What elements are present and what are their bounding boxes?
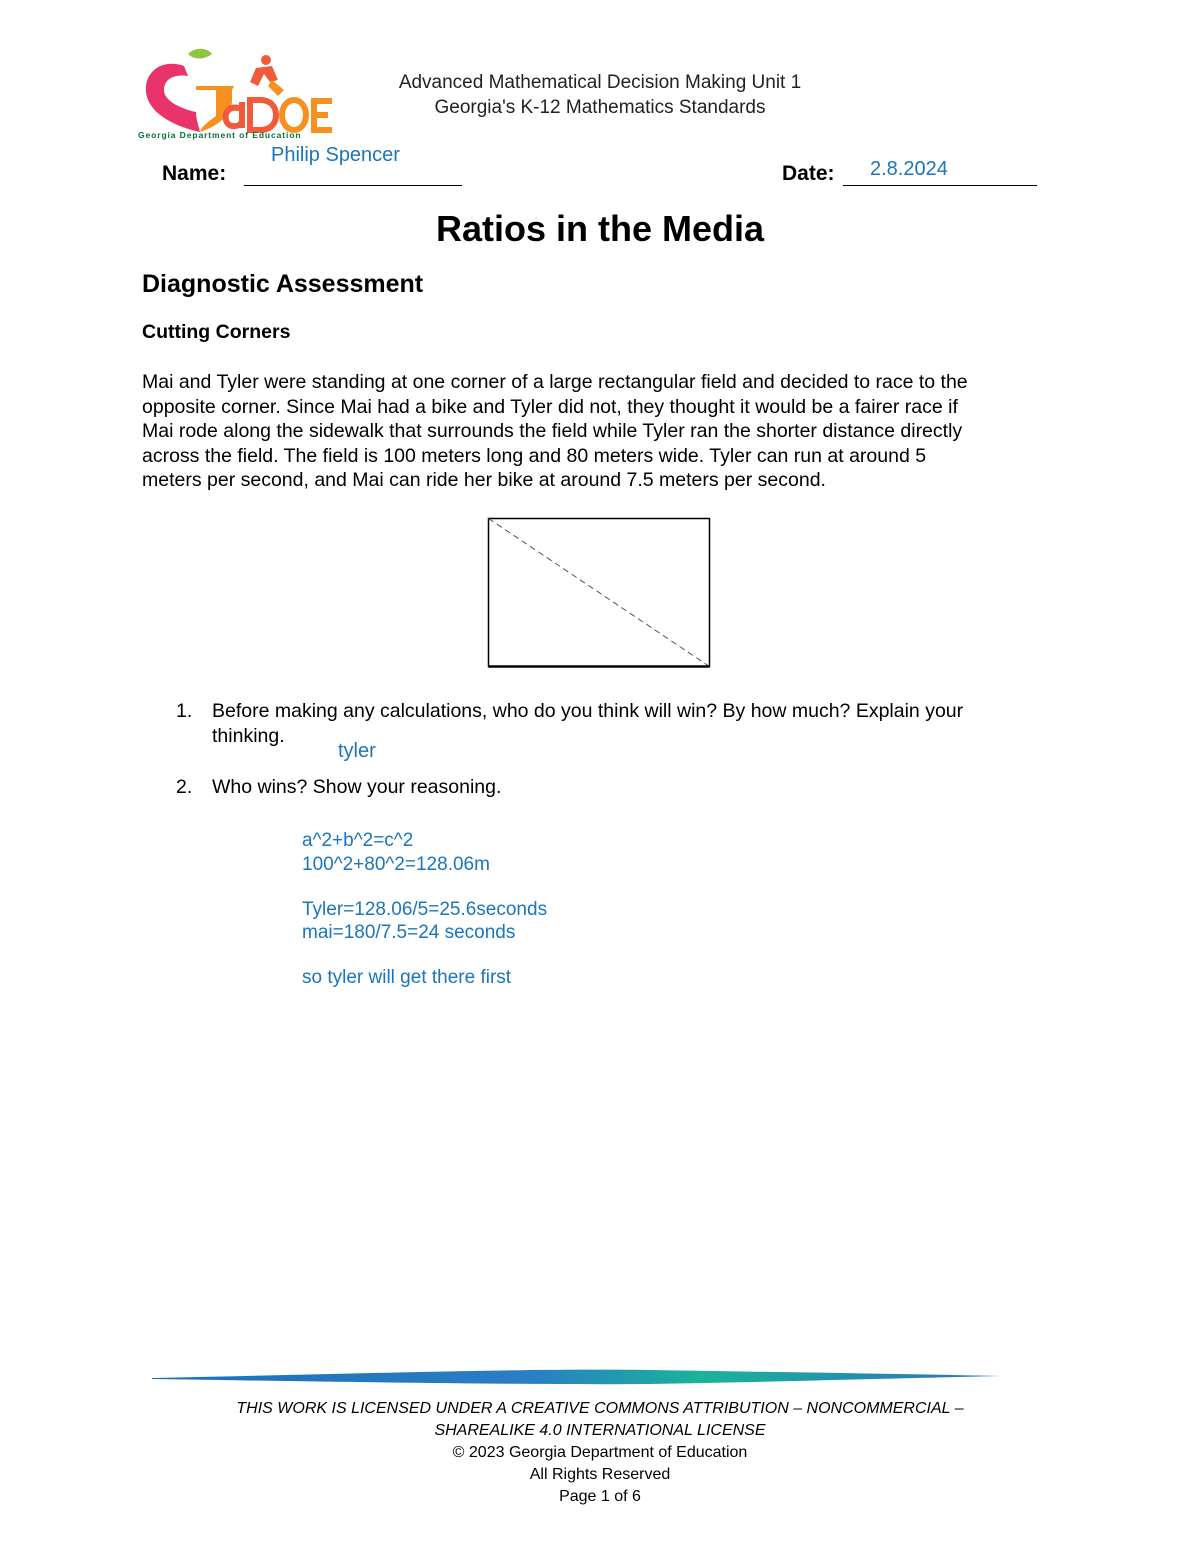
answer-line: a^2+b^2=c^2 [302,830,414,851]
problem-paragraph [142,370,1072,493]
footer-copyright: © 2023 Georgia Department of Education [452,1444,748,1461]
footer [150,1398,1050,1508]
question-1-line: Before making any calculations, who do you think will win? By how much? Explain your [212,700,964,722]
page-number: Page 1 of 6 [559,1488,641,1505]
problem-line: Mai rode along the sidewalk that surrounds the field while Tyler ran the shorter distance directly [142,420,963,443]
problem-line: meters per second, and Mai can ride her bike at around 7.5 meters per second. [142,469,826,492]
answer-line: 100^2+80^2=128.06m [302,853,490,875]
question-2-text: Who wins? Show your reasoning. [212,776,502,798]
footer-divider [150,1364,1002,1388]
footer-rights: All Rights Reserved [529,1466,671,1483]
problem-line: Mai and Tyler were standing at one corner of a large rectangular field and decided to race to the [142,371,968,393]
footer-license-line: SHAREALIKE 4.0 INTERNATIONAL LICENSE [434,1422,766,1439]
name-underline [244,185,462,186]
answer-line: so tyler will get there first [302,967,512,988]
question-2-answer[interactable] [302,829,802,990]
header-course: Advanced Mathematical Decision Making Unit 1 [398,72,802,93]
question-1-number: 1. [176,700,193,722]
footer-license-line: THIS WORK IS LICENSED UNDER A CREATIVE COMMONS ATTRIBUTION – NONCOMMERCIAL – [236,1400,964,1417]
answer-line [302,876,802,898]
question-2-number: 2. [176,776,193,798]
answer-line: mai=180/7.5=24 seconds [302,922,516,943]
problem-line: across the field. The field is 100 meters long and 80 meters wide. Tyler can run at around 5 [142,444,927,467]
section-heading: Diagnostic Assessment [142,270,424,298]
gadoe-logo [138,46,338,144]
question-1-answer[interactable]: tyler [338,740,376,762]
name-label: Name: [162,162,227,185]
problem-line: opposite corner. Since Mai had a bike and Tyler did not, they thought it would be a fairer race if [142,395,958,418]
name-value[interactable]: Philip Spencer [271,144,400,166]
question-1-line: thinking. [212,725,285,747]
page-title: Ratios in the Media [435,208,765,249]
date-value[interactable]: 2.8.2024 [870,158,948,180]
answer-line: Tyler=128.06/5=25.6seconds [302,898,548,920]
logo-subtitle: Georgia Department of Education [138,130,302,140]
date-underline [843,185,1037,186]
answer-line [302,945,802,967]
diagonal-path [489,519,710,667]
field-diagram [486,516,714,670]
subsection-heading: Cutting Corners [142,321,291,343]
date-label: Date: [782,162,835,185]
header-standards: Georgia's K-12 Mathematics Standards [434,97,766,118]
